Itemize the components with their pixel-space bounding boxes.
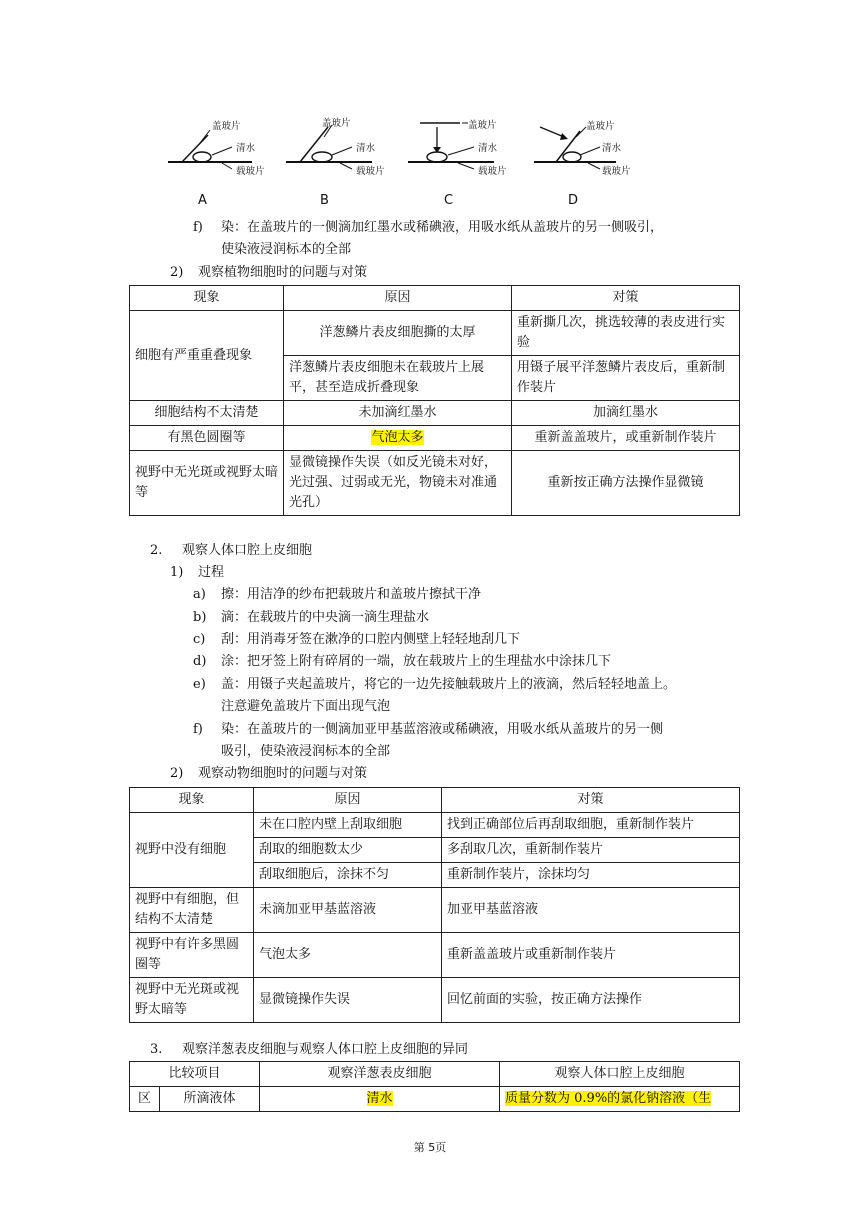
step-line [193,675,676,695]
group-cell: 区 [130,1087,160,1112]
water-label: 清水 [236,143,256,154]
subsection-title: 观察动物细胞时的问题与对策 [198,766,368,781]
phenomenon-cell: 视野中没有细胞 [130,813,254,888]
cause-cell [284,426,512,451]
cause-cell: 洋葱鳞片表皮细胞撕的太厚 [284,311,512,356]
step-text: 染：在盖玻片的一侧滴加亚甲基蓝溶液或稀碘液，用吸水纸从盖玻片的另一侧 [221,722,664,737]
table-row [130,978,740,1023]
fix-cell: 多刮取几次，重新制作装片 [442,838,740,863]
figure-letter: A [198,193,207,208]
subsection-heading [170,263,367,283]
subsection-title: 观察植物细胞时的问题与对策 [198,265,368,280]
step-continuation: 吸引，使染液浸润标本的全部 [221,744,391,759]
coverslip-figure [160,105,650,215]
step-line [193,608,429,628]
fix-cell: 重新盖盖玻片，或重新制作装片 [512,426,740,451]
step-text: 盖：用镊子夹起盖玻片，将它的一边先接触载玻片上的液滴，然后轻轻地盖上。 [221,677,677,692]
phenomenon-cell: 有黑色圆圈等 [130,426,284,451]
fix-cell: 加亚甲基蓝溶液 [442,888,740,933]
cover-label: 盖玻片 [322,118,351,129]
header-cell: 对策 [512,286,740,311]
cause-cell: 未加滴红墨水 [284,401,512,426]
subsection-number: 1) [170,565,184,580]
step-number: f) [193,722,203,737]
water-label: 清水 [478,143,498,154]
fix-cell: 用镊子展平洋葱鳞片表皮后，重新制作装片 [512,356,740,401]
fix-cell: 重新按正确方法操作显微镜 [512,451,740,516]
table-row [130,401,740,426]
highlighted-text: 质量分数为 0.9%的氯化钠溶液（生 [505,1091,712,1106]
onion-cell [260,1087,500,1112]
subsection-heading [170,764,367,784]
step-number: c) [193,632,206,647]
step-number: e) [193,677,206,692]
cause-cell: 显微镜操作失误 [254,978,442,1023]
step-number: a) [193,587,206,602]
header-cell: 原因 [284,286,512,311]
step-text: 涂：把牙签上附有碎屑的一端，放在载玻片上的生理盐水中涂抹几下 [221,654,612,669]
cause-cell: 刮取的细胞数太少 [254,838,442,863]
section-title: 观察人体口腔上皮细胞 [182,543,313,558]
table-row [130,1087,740,1112]
step-text: 滴：在载玻片的中央滴一滴生理盐水 [221,610,430,625]
cover-label: 盖玻片 [586,121,615,132]
phenomenon-cell: 视野中无光斑或视野太暗等 [130,978,254,1023]
page-footer: 第 5页 [413,1141,447,1154]
slide-label: 载玻片 [602,166,631,177]
section-number: 3. [150,1042,163,1057]
cause-cell: 未在口腔内壁上刮取细胞 [254,813,442,838]
step-text: 刮：用消毒牙签在漱净的口腔内侧壁上轻轻地刮几下 [221,632,521,647]
item-cell: 所滴液体 [160,1087,260,1112]
fix-cell: 重新撕几次，挑选较薄的表皮进行实验 [512,311,740,356]
subsection-number: 2) [170,265,184,280]
figure-d [530,105,650,215]
header-cell: 现象 [130,286,284,311]
figure-b [282,105,402,215]
table-row [130,888,740,933]
step-text: 染：在盖玻片的一侧滴加红墨水或稀碘液，用吸水纸从盖玻片的另一侧吸引， [221,220,664,235]
highlighted-text: 气泡太多 [371,430,424,445]
header-cell: 观察洋葱表皮细胞 [260,1062,500,1087]
table-header-row [130,1062,740,1087]
section-heading [150,541,312,561]
subsection-number: 2) [170,766,184,781]
step-line [193,630,520,650]
step-f-line2: 使染液浸润标本的全部 [221,242,352,257]
step-number: b) [193,610,207,625]
phenomenon-cell: 视野中有许多黑圆圈等 [130,933,254,978]
table-header-row [130,788,740,813]
cause-cell: 显微镜操作失误（如反光镜未对好，光过强、过弱或无光，物镜未对准通光孔） [284,451,512,516]
subsection-heading [170,563,224,583]
step-text: 擦：用洁净的纱布把载玻片和盖玻片擦拭干净 [221,587,482,602]
step-number: d) [193,654,207,669]
step-f-line1 [193,218,663,238]
cause-cell: 刮取细胞后，涂抹不匀 [254,863,442,888]
slide-label: 载玻片 [478,166,507,177]
figure-c-drawing [406,105,526,195]
comparison-table [129,1061,740,1112]
step-number: f) [193,220,203,235]
table-row [130,311,740,356]
step-line [193,585,481,605]
slide-label: 载玻片 [236,166,265,177]
plant-cell-table [129,285,740,516]
phenomenon-cell: 视野中有细胞，但结构不太清楚 [130,888,254,933]
figure-c [406,105,526,215]
cover-label: 盖玻片 [212,121,241,132]
figure-letter: B [320,193,329,208]
water-label: 清水 [356,143,376,154]
slide-label: 载玻片 [356,166,385,177]
phenomenon-cell: 细胞结构不太清楚 [130,401,284,426]
highlighted-text: 清水 [366,1091,393,1106]
section-heading [150,1040,468,1060]
fix-cell: 加滴红墨水 [512,401,740,426]
table-row [130,933,740,978]
header-cell: 对策 [442,788,740,813]
cause-cell: 洋葱鳞片表皮细胞未在载玻片上展平，甚至造成折叠现象 [284,356,512,401]
fix-cell: 重新制作装片，涂抹均匀 [442,863,740,888]
table-header-row [130,286,740,311]
animal-cell-table [129,787,740,1023]
table-row [130,451,740,516]
cover-label: 盖玻片 [468,120,497,131]
fix-cell: 回忆前面的实验，按正确方法操作 [442,978,740,1023]
header-cell: 观察人体口腔上皮细胞 [500,1062,740,1087]
header-cell: 比较项目 [130,1062,260,1087]
human-cell [500,1087,740,1112]
step-line [193,652,611,672]
phenomenon-cell: 细胞有严重重叠现象 [130,311,284,401]
section-title: 观察洋葱表皮细胞与观察人体口腔上皮细胞的异同 [182,1042,469,1057]
phenomenon-cell: 视野中无光斑或视野太暗等 [130,451,284,516]
header-cell: 现象 [130,788,254,813]
table-row [130,426,740,451]
step-continuation: 注意避免盖玻片下面出现气泡 [221,699,391,714]
section-number: 2. [150,543,163,558]
cause-cell: 未滴加亚甲基蓝溶液 [254,888,442,933]
figure-letter: C [444,193,454,208]
step-line [193,720,663,740]
water-label: 清水 [602,143,622,154]
table-row [130,813,740,838]
fix-cell: 找到正确部位后再刮取细胞，重新制作装片 [442,813,740,838]
cause-cell: 气泡太多 [254,933,442,978]
figure-a [160,105,280,215]
fix-cell: 重新盖盖玻片或重新制作装片 [442,933,740,978]
header-cell: 原因 [254,788,442,813]
figure-letter: D [568,193,579,208]
subsection-title: 过程 [198,565,225,580]
